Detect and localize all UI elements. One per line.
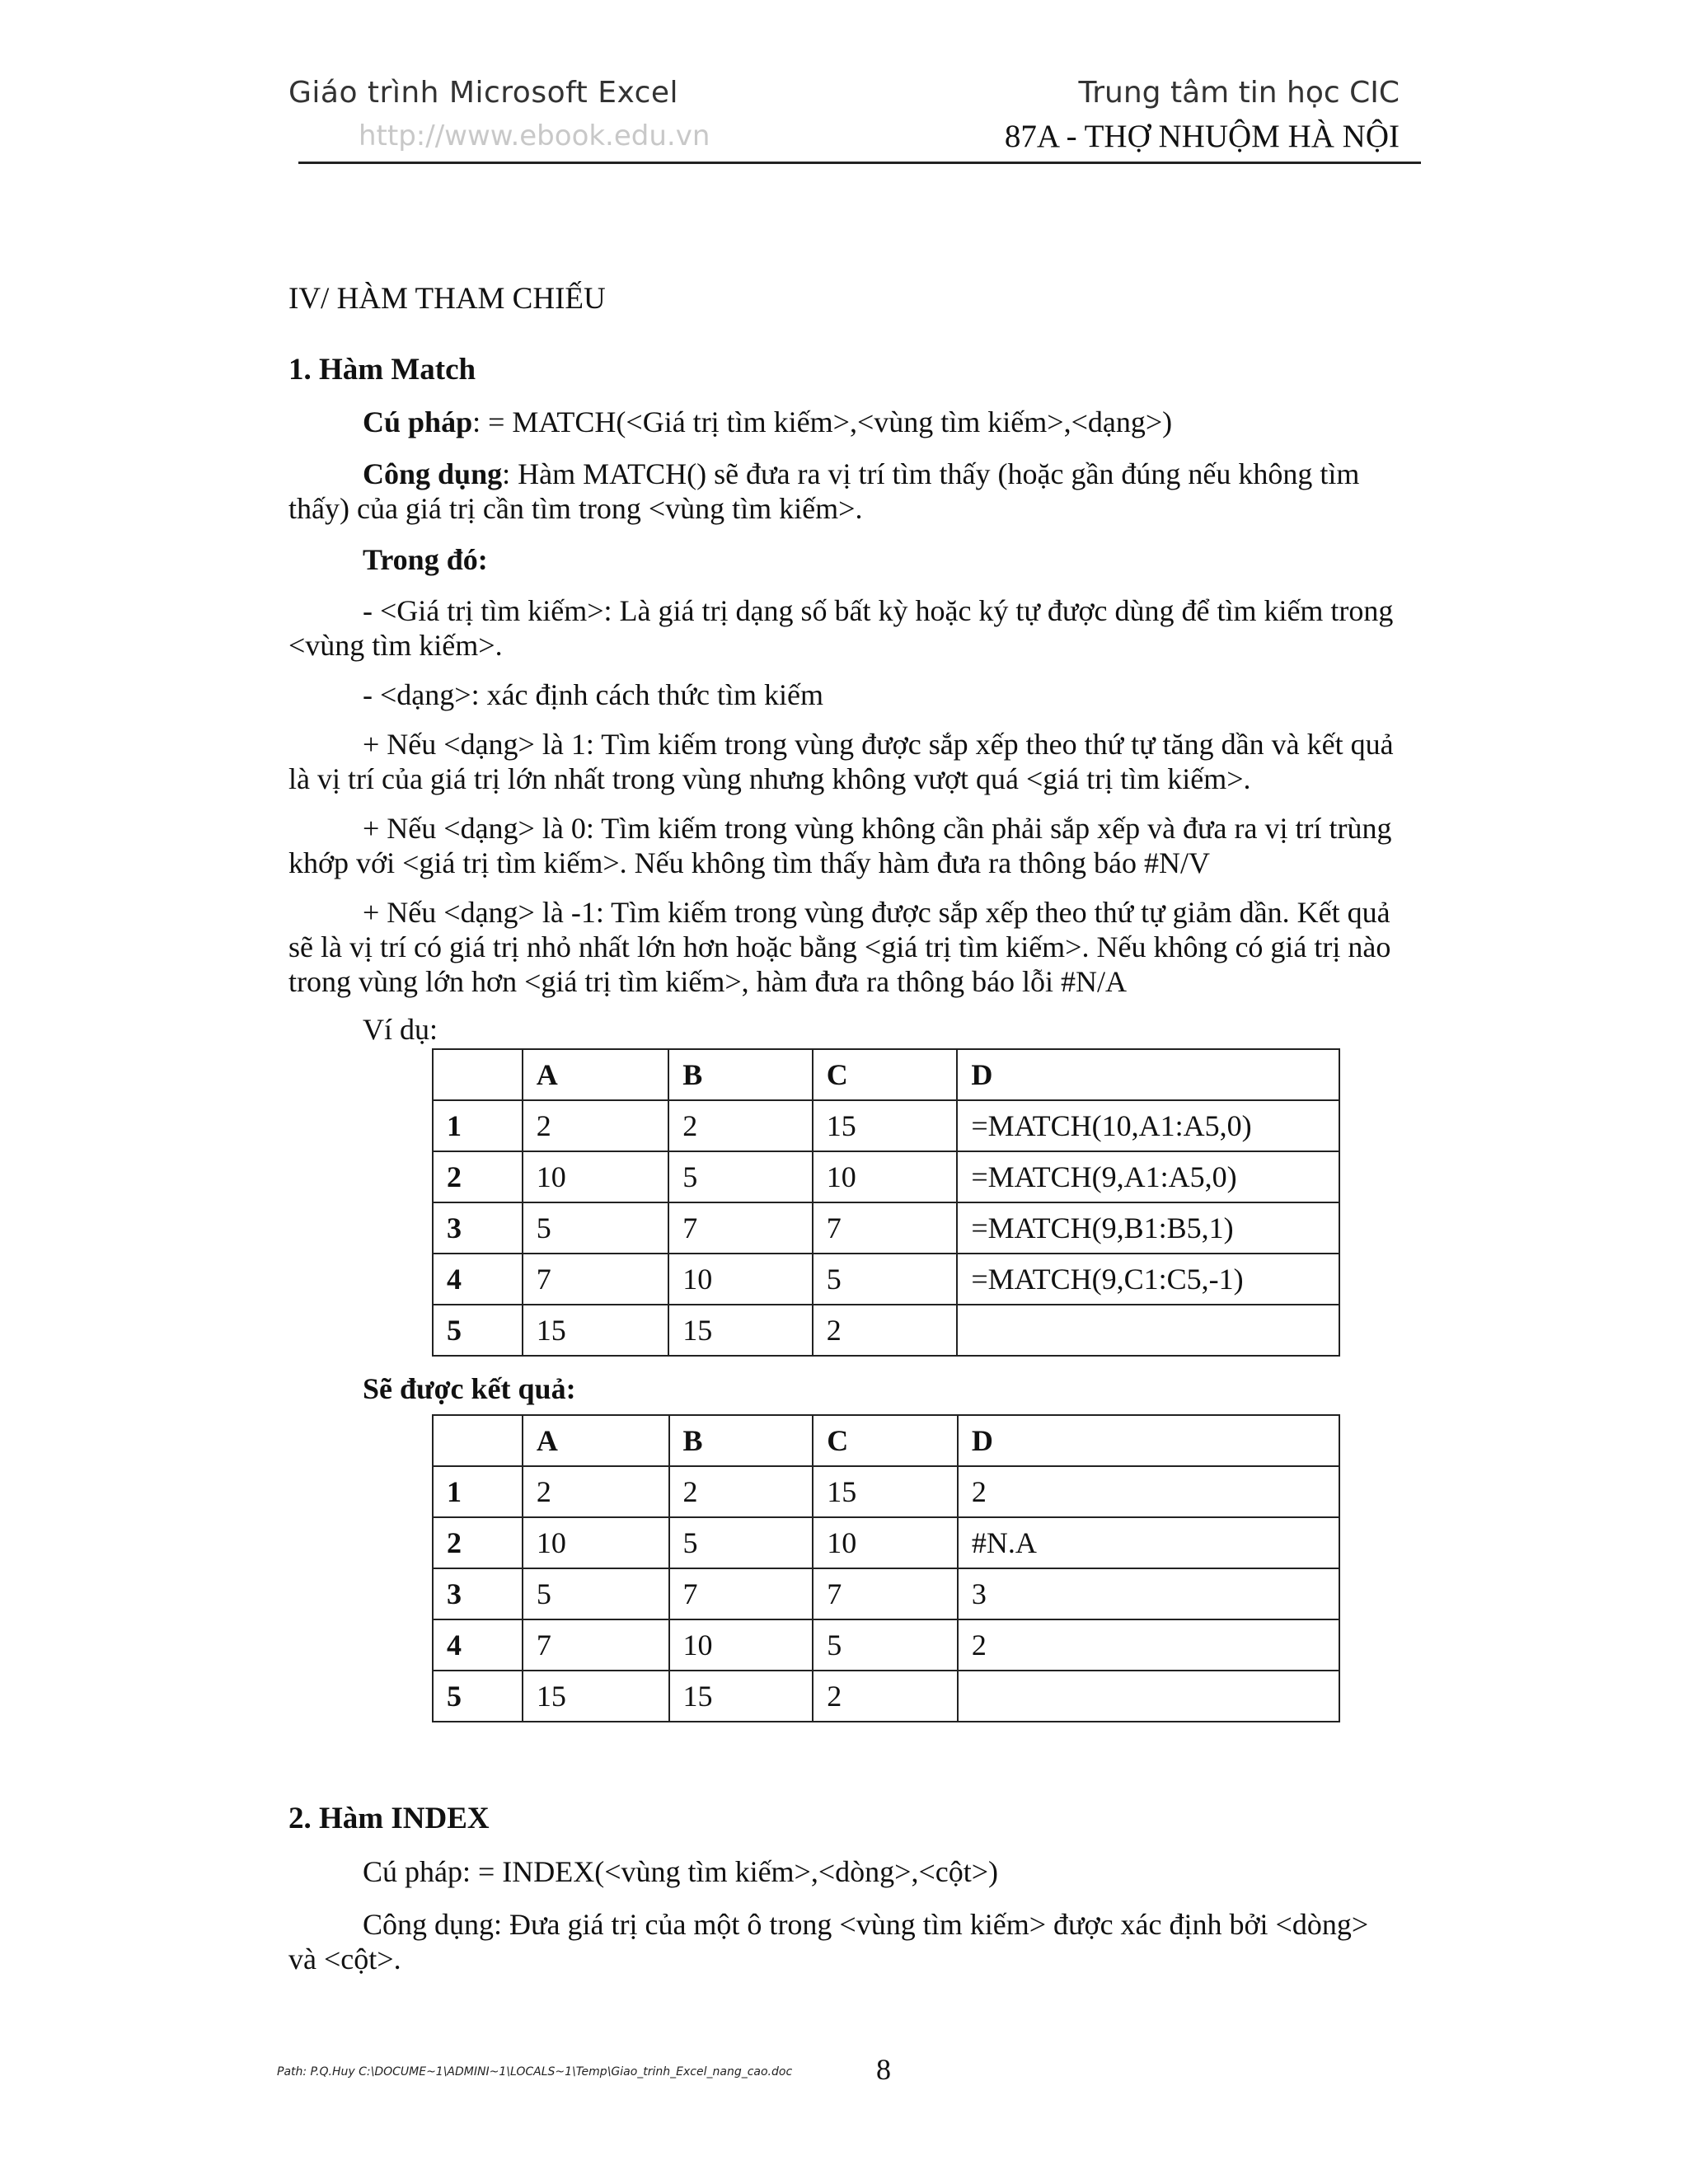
- table-cell: D: [957, 1049, 1339, 1100]
- table-cell: 3: [958, 1568, 1339, 1619]
- page-number: 8: [876, 2053, 891, 2086]
- header-rule: [298, 162, 1421, 164]
- table-row: [433, 1151, 1339, 1202]
- table-row: [433, 1671, 1339, 1722]
- usage-label: Công dụng: [363, 457, 503, 490]
- header-doc-title: Giáo trình Microsoft Excel: [288, 76, 679, 110]
- table-row: [433, 1254, 1339, 1305]
- table-cell: 7: [523, 1254, 669, 1305]
- table-cell: 7: [523, 1619, 669, 1671]
- param-value-text: - <Giá trị tìm kiếm>: Là giá trị dạng số bất kỳ hoặc ký tự được dùng để tìm kiếm trong <vùng tìm kiếm>.: [288, 594, 1394, 662]
- row-header-cell: 1: [433, 1100, 523, 1151]
- table-row: [433, 1466, 1339, 1517]
- case-1-desc: [288, 727, 1397, 796]
- param-value-desc: [288, 593, 1397, 663]
- table-cell: 15: [523, 1671, 669, 1722]
- table-row: [433, 1619, 1339, 1671]
- table-cell: 2: [523, 1100, 669, 1151]
- table-cell: =MATCH(10,A1:A5,0): [957, 1100, 1339, 1151]
- table-cell: 15: [523, 1305, 669, 1356]
- case-1-text: + Nếu <dạng> là 1: Tìm kiếm trong vùng được sắp xếp theo thứ tự tăng dần và kết quả là vị trí của giá trị lớn nhất trong vùng nhưng không vượt quá <giá trị tìm kiếm>.: [288, 728, 1394, 795]
- header-url-watermark: http://www.ebook.edu.vn: [359, 120, 710, 152]
- table-cell: 2: [523, 1466, 669, 1517]
- table-cell: 10: [523, 1517, 669, 1568]
- table-cell: 10: [813, 1517, 958, 1568]
- table-cell: 7: [668, 1202, 813, 1254]
- row-header-cell: 2: [433, 1151, 523, 1202]
- table-cell: 5: [668, 1151, 813, 1202]
- table-cell: =MATCH(9,B1:B5,1): [957, 1202, 1339, 1254]
- match-heading: 1. Hàm Match: [288, 353, 476, 387]
- table-row: [433, 1305, 1339, 1356]
- table-cell: 2: [813, 1671, 958, 1722]
- table-cell: [957, 1305, 1339, 1356]
- match-syntax: [288, 405, 1397, 439]
- row-header-cell: 3: [433, 1568, 523, 1619]
- result-table: [432, 1414, 1340, 1722]
- case-neg1-text: + Nếu <dạng> là -1: Tìm kiếm trong vùng được sắp xếp theo thứ tự giảm dần. Kết quả sẽ là vị trí có giá trị nhỏ nhất lớn hơn hoặc bằng <giá trị tìm kiếm>. Nếu không có giá trị nào trong vùng lớn hơn <giá trị tìm kiếm>, hàm đưa ra thông báo lỗi #N/A: [288, 896, 1391, 998]
- usage-text: : Hàm MATCH() sẽ đưa ra vị trí tìm thấy (hoặc gần đúng nếu không tìm thấy) của giá trị cần tìm trong <vùng tìm kiếm>.: [288, 457, 1360, 525]
- table-cell: 10: [669, 1619, 814, 1671]
- match-usage: [288, 457, 1397, 526]
- table-row: [433, 1517, 1339, 1568]
- header-center-name: Trung tâm tin học CIC: [1078, 76, 1400, 110]
- table-row: [433, 1568, 1339, 1619]
- row-header-cell: 5: [433, 1305, 523, 1356]
- table-header-row: [433, 1415, 1339, 1466]
- table-cell: D: [958, 1415, 1339, 1466]
- table-cell: 2: [958, 1466, 1339, 1517]
- table-cell: 7: [669, 1568, 814, 1619]
- index-heading: 2. Hàm INDEX: [288, 1802, 490, 1835]
- row-header-cell: 4: [433, 1619, 523, 1671]
- table-cell: 7: [813, 1202, 958, 1254]
- table-row: [433, 1202, 1339, 1254]
- table-header-row: [433, 1049, 1339, 1100]
- table-cell: 2: [669, 1466, 814, 1517]
- table-cell: 2: [958, 1619, 1339, 1671]
- table-cell: B: [669, 1415, 814, 1466]
- table-cell: A: [523, 1415, 669, 1466]
- example-label: Ví dụ:: [363, 1013, 438, 1046]
- index-syntax: Cú pháp: = INDEX(<vùng tìm kiếm>,<dòng>,<cột>): [363, 1855, 999, 1888]
- table-cell: 10: [668, 1254, 813, 1305]
- table-cell: B: [668, 1049, 813, 1100]
- table-cell: 5: [523, 1568, 669, 1619]
- header-address: 87A - THỢ NHUỘM HÀ NỘI: [1004, 119, 1400, 154]
- table-cell: 10: [523, 1151, 669, 1202]
- footer-path: Path: P.Q.Huy C:\DOCUME~1\ADMINI~1\LOCALS~1\Temp\Giao_trinh_Excel_nang_cao.doc: [277, 2065, 793, 2079]
- case-0-desc: [288, 811, 1397, 880]
- table-cell: 2: [813, 1305, 958, 1356]
- table-cell: 5: [813, 1619, 958, 1671]
- table-cell: 15: [813, 1466, 958, 1517]
- row-header-cell: 4: [433, 1254, 523, 1305]
- row-header-cell: 2: [433, 1517, 523, 1568]
- param-type-desc: [288, 677, 1397, 712]
- syntax-text: : = MATCH(<Giá trị tìm kiếm>,<vùng tìm kiếm>,<dạng>): [472, 405, 1173, 438]
- table-cell: C: [813, 1049, 958, 1100]
- table-cell: 5: [669, 1517, 814, 1568]
- table-cell: 5: [813, 1254, 958, 1305]
- result-label: Sẽ được kết quả:: [363, 1372, 576, 1405]
- row-header-cell: 3: [433, 1202, 523, 1254]
- row-header-cell: 1: [433, 1466, 523, 1517]
- table-cell: 2: [668, 1100, 813, 1151]
- table-cell: A: [523, 1049, 669, 1100]
- section-title: IV/ HÀM THAM CHIẾU: [288, 282, 606, 316]
- table-cell: 15: [668, 1305, 813, 1356]
- table-cell: 5: [523, 1202, 669, 1254]
- table-cell: [433, 1049, 523, 1100]
- table-cell: =MATCH(9,C1:C5,-1): [957, 1254, 1339, 1305]
- table-cell: C: [813, 1415, 958, 1466]
- where-label: Trong đó:: [363, 543, 488, 576]
- table-cell: [433, 1415, 523, 1466]
- table-cell: =MATCH(9,A1:A5,0): [957, 1151, 1339, 1202]
- index-usage-text: Công dụng: Đưa giá trị của một ô trong <vùng tìm kiếm> được xác định bởi <dòng> và <cột>.: [288, 1908, 1369, 1975]
- case-0-text: + Nếu <dạng> là 0: Tìm kiếm trong vùng không cần phải sắp xếp và đưa ra vị trí trùng khớp với <giá trị tìm kiếm>. Nếu không tìm thấy hàm đưa ra thông báo #N/V: [288, 812, 1392, 879]
- table-cell: 15: [669, 1671, 814, 1722]
- example-table: [432, 1048, 1340, 1357]
- index-usage: [288, 1907, 1397, 1976]
- table-cell: [958, 1671, 1339, 1722]
- table-cell: 15: [813, 1100, 958, 1151]
- syntax-label: Cú pháp: [363, 405, 473, 438]
- table-cell: 7: [813, 1568, 958, 1619]
- table-row: [433, 1100, 1339, 1151]
- case-neg1-desc: [288, 895, 1397, 999]
- table-cell: #N.A: [958, 1517, 1339, 1568]
- param-type-text: - <dạng>: xác định cách thức tìm kiếm: [363, 678, 823, 711]
- table-cell: 10: [813, 1151, 958, 1202]
- row-header-cell: 5: [433, 1671, 523, 1722]
